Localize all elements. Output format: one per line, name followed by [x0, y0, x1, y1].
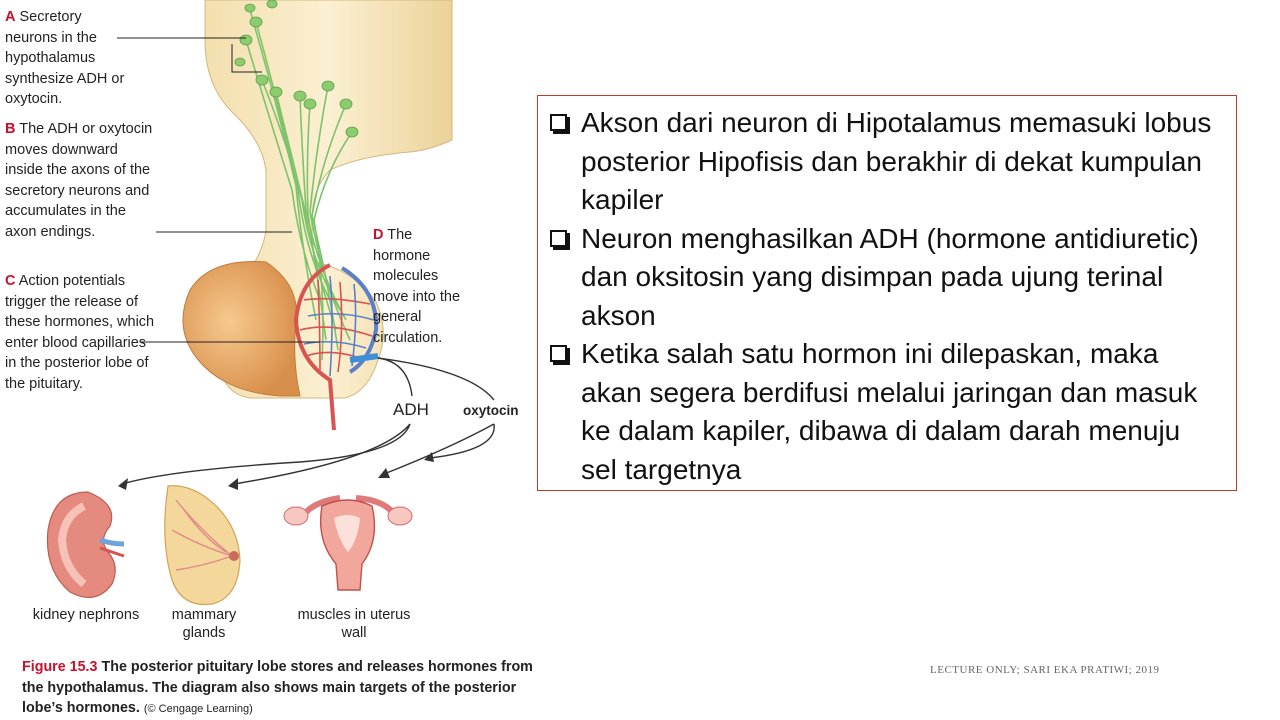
anterior-lobe	[183, 262, 300, 396]
label-d: D The hormone molecules move into the general circulation.	[373, 227, 461, 346]
bullet-item: Neuron menghasilkan ADH (hormone antidiuretic) dan oksitosin yang disimpan pada ujung terinal akson	[550, 220, 1222, 336]
label-c: C Action potentials trigger the release of these hormones, which enter blood capillaries in the posterior lobe of the pituitary.	[5, 273, 155, 392]
adh-label: ADH	[393, 400, 429, 419]
label-b: B The ADH or oxytocin moves downward inside the axons of the secretory neurons and accumulates in the axon endings.	[5, 121, 153, 240]
mammary-label: mammary glands	[171, 607, 237, 641]
label-a: A Secretory neurons in the hypothalamus synthesize ADH or oxytocin.	[5, 9, 125, 107]
slide-footer: LECTURE ONLY; SARI EKA PRATIWI; 2019	[930, 664, 1160, 676]
checkbox-bullet-icon	[550, 230, 567, 247]
explanation-box	[537, 95, 1237, 491]
arrow-heads	[118, 452, 434, 490]
checkbox-bullet-icon	[550, 114, 567, 131]
pituitary-diagram	[0, 0, 540, 720]
oxytocin-label: oxytocin	[463, 403, 519, 418]
uterus-label: muscles in uterus wall	[297, 607, 411, 641]
figure-caption: Figure 15.3 The posterior pituitary lobe stores and releases hormones from the hypothalamus. The diagram also shows main targets of the posterior lobe’s hormones. (© Cengage Learning)	[22, 659, 533, 716]
kidney-label: kidney nephrons	[32, 607, 140, 623]
uterus-illustration	[284, 498, 412, 590]
bullet-item: Akson dari neuron di Hipotalamus memasuki lobus posterior Hipofisis dan berakhir di dekat kumpulan kapiler	[550, 104, 1222, 220]
bullet-item: Ketika salah satu hormon ini dilepaskan, maka akan segera berdifusi melalui jaringan dan masuk ke dalam kapiler, dibawa di dalam darah menuju sel targetnya	[550, 335, 1222, 489]
mammary-illustration	[165, 486, 240, 605]
checkbox-bullet-icon	[550, 345, 567, 362]
kidney-illustration	[47, 492, 124, 597]
